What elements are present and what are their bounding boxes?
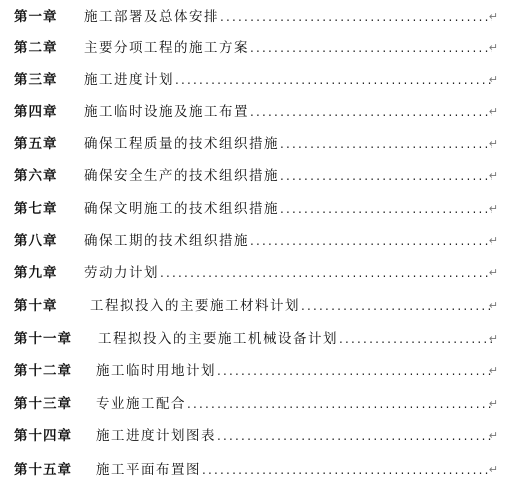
chapter-title: 确保文明施工的技术组织措施 <box>84 201 279 217</box>
dot-leader <box>187 394 492 414</box>
paragraph-mark-icon: ↵ <box>488 266 498 279</box>
chapter-number: 第一章 <box>14 9 58 25</box>
chapter-number: 第十三章 <box>14 396 72 412</box>
chapter-title: 工程拟投入的主要施工材料计划 <box>90 298 300 314</box>
toc-entry-3[interactable] <box>14 70 498 90</box>
dot-leader <box>280 166 492 186</box>
toc-entry-11[interactable] <box>14 329 498 349</box>
toc-entry-5[interactable] <box>14 134 498 154</box>
toc-entry-12[interactable] <box>14 361 498 381</box>
chapter-number: 第九章 <box>14 265 58 281</box>
toc-entry-1[interactable] <box>14 7 498 27</box>
paragraph-mark-icon: ↵ <box>488 364 498 377</box>
chapter-number: 第六章 <box>14 168 58 184</box>
dot-leader <box>301 296 492 316</box>
chapter-title: 施工临时设施及施工布置 <box>84 104 249 120</box>
chapter-number: 第十章 <box>14 298 58 314</box>
chapter-title: 工程拟投入的主要施工机械设备计划 <box>98 331 338 347</box>
chapter-title: 专业施工配合 <box>96 396 186 412</box>
chapter-title: 确保安全生产的技术组织措施 <box>84 168 279 184</box>
dot-leader <box>217 361 492 381</box>
paragraph-mark-icon: ↵ <box>488 429 498 442</box>
chapter-title: 确保工程质量的技术组织措施 <box>84 136 279 152</box>
chapter-number: 第四章 <box>14 104 58 120</box>
toc-entry-15[interactable] <box>14 460 498 480</box>
paragraph-mark-icon: ↵ <box>488 105 498 118</box>
toc-entry-2[interactable] <box>14 38 498 58</box>
chapter-number: 第十一章 <box>14 331 72 347</box>
toc-entry-9[interactable] <box>14 263 498 283</box>
toc-entry-6[interactable] <box>14 166 498 186</box>
dot-leader <box>175 70 492 90</box>
dot-leader <box>280 134 492 154</box>
chapter-title: 施工平面布置图 <box>96 462 201 478</box>
chapter-title: 劳动力计划 <box>84 265 159 281</box>
toc-entry-14[interactable] <box>14 426 498 446</box>
paragraph-mark-icon: ↵ <box>488 234 498 247</box>
paragraph-mark-icon: ↵ <box>488 73 498 86</box>
chapter-number: 第十五章 <box>14 462 72 478</box>
toc-entry-13[interactable] <box>14 394 498 414</box>
chapter-number: 第七章 <box>14 201 58 217</box>
chapter-title: 确保工期的技术组织措施 <box>84 233 249 249</box>
chapter-number: 第十四章 <box>14 428 72 444</box>
paragraph-mark-icon: ↵ <box>488 463 498 476</box>
dot-leader <box>217 426 492 446</box>
toc-entry-7[interactable] <box>14 199 498 219</box>
toc-entry-4[interactable] <box>14 102 498 122</box>
dot-leader <box>250 102 492 122</box>
dot-leader <box>250 231 492 251</box>
paragraph-mark-icon: ↵ <box>488 397 498 410</box>
paragraph-mark-icon: ↵ <box>488 202 498 215</box>
dot-leader <box>160 263 492 283</box>
dot-leader <box>250 38 492 58</box>
toc-entry-8[interactable] <box>14 231 498 251</box>
chapter-number: 第八章 <box>14 233 58 249</box>
paragraph-mark-icon: ↵ <box>488 137 498 150</box>
paragraph-mark-icon: ↵ <box>488 299 498 312</box>
paragraph-mark-icon: ↵ <box>488 41 498 54</box>
chapter-number: 第三章 <box>14 72 58 88</box>
dot-leader <box>220 7 492 27</box>
paragraph-mark-icon: ↵ <box>488 10 498 23</box>
chapter-title: 施工进度计划图表 <box>96 428 216 444</box>
paragraph-mark-icon: ↵ <box>488 332 498 345</box>
chapter-title: 施工部署及总体安排 <box>84 9 219 25</box>
chapter-title: 施工进度计划 <box>84 72 174 88</box>
chapter-number: 第五章 <box>14 136 58 152</box>
dot-leader <box>202 460 492 480</box>
chapter-title: 主要分项工程的施工方案 <box>84 40 249 56</box>
paragraph-mark-icon: ↵ <box>488 169 498 182</box>
dot-leader <box>280 199 492 219</box>
chapter-number: 第十二章 <box>14 363 72 379</box>
dot-leader <box>339 329 492 349</box>
toc-entry-10[interactable] <box>14 296 498 316</box>
chapter-title: 施工临时用地计划 <box>96 363 216 379</box>
chapter-number: 第二章 <box>14 40 58 56</box>
